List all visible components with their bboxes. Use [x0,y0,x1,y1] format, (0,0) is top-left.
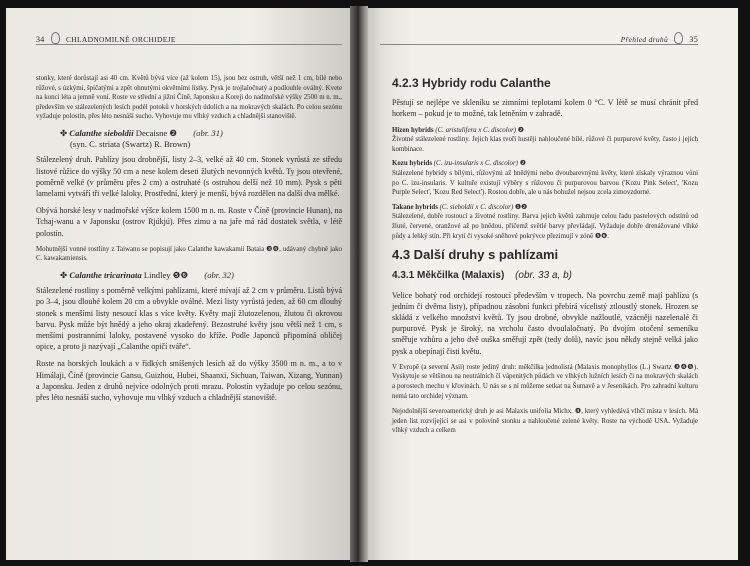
left-page [6,8,358,560]
section-heading: 4.3 Další druhy s pahlízami [392,247,559,263]
species-description: Stálezelený druh. Pahlízy jsou drobnější, listy 2–3, velké až 40 cm. Stonek vyrůstá ze středu listové růžice do výšky 50 cm a nese kolem deseti žlutých nevonných květů. Ty jsou otevřené, poměrně velké (v průměru přes 2 cm) a ostruhaté (s ostruhou delší než 10 mm). Pysk s pěti lamelami vytváří tři velké laloky. Prostřední, který je menší, bývá rozdělen na další dva mělké. [36,155,342,198]
species-habitat: Obývá horské lesy v nadmořské výšce kolem 1500 m n. m. Roste v Číně (provincie Hunan), na Tchaj-wanu a v Japonsku (ostrov Rjúkjú). Přes zimu a na jaře má rád dostatek světla, v létě polostín. [36,206,342,238]
hybrid-parents: (C. sieboldii x C. discolor) [439,203,514,211]
book-spine [350,6,368,562]
species-name: Calanthe tricarinata [69,269,142,280]
species-note: Mohutnější vonné rostliny z Taiwanu se popisují jako Calanthe kawakamii Bataia ❸❹, udávaný chybně jako C. kawakamiensis. [36,245,342,263]
hybrids-intro: Pěstují se nejlépe ve skleníku se zimními teplotami kolem 0 °C. V létě se musí chránit před horkem – pokud je to možné, tak letněním v zahradě. [392,98,698,119]
hybrid-entry [392,203,698,241]
species-author: Lindley [143,269,171,280]
figure-ref: (obr. 33 a, b) [515,270,572,282]
hybrid-text: Stálezelené, dobře rostoucí a životné rostliny. Barva jejich květů zahrnuje celou řadu pastelových odstínů od žluté, červené, oranžové až po hnědou, přičemž světlé barvy převládají. Vyžaduje dobře drenážované vlhké půdy a lehký stín. Při krytí či vysoké sněhové pokrývce přezimují v zóně ❺❻. [392,213,698,240]
species-description: Stálezelené rostliny s poměrně velkými pahlízami, které mívají až 2 cm v průměru. Listů bývá po 3–4, jsou dlouhé kolem 20 cm a obvykle oválné. Mezi listy vyrůstá jeden, až 60 cm dlouhý stonek s menšími listy nesoucí klas s více květy. Květy mají žlutozelenou, žlutou či okrovou barvu. Pysk může být hnědý a jeho okraj zkadeřený. Bezostruhé květy jsou větší než 1 cm, s menšími postranními laloky, postavené vysoko do kříže. Podle Japonců připomíná obličej opice, a proto ji nazývají „Calanthe opičí tváře“. [36,286,342,352]
species-author: Decaisne [135,127,168,138]
hybrid-entry [392,159,698,197]
hybrid-text: Stálezelené hybridy s bílými, růžovými až hnědými nebo dvoubarevnými květy, které získaly výraznou vůni po C. izu-insularis. V kultuře existují výběry s růžovou či purpurovou barvou ('Kozu Pink Select', 'Kozu Purple Select', 'Kozu Red Select'). Rostou dobře, ale u nás bohužel nejsou zcela zimovzdorné. [392,169,698,197]
orchid-icon [674,32,683,44]
species-habitat: Roste na horských loukách a v řídkých smíšených lesích až do výšky 3500 m n. m., a to v Himálaji, Číně (provincie Gansu, Guizhou, Hubei, Shaanxi, Sichuan, Taiwan, Xizang, Yunnan) a Japonsku. Jeden z druhů nejvíce odolných proti mrazu. Polostín vyžaduje po celou sezónu, přes léto nesnáší sucho, vyhovuje mu vlhký vzduch a chladnější stanoviště. [36,359,342,403]
zone-marker: ❷ [519,160,526,168]
right-page [360,8,738,560]
subsection-title: 4.3.1 Měkčilka (Malaxis) [392,270,505,282]
species-heading: ✤ Calanthe sieboldii Decaisne ❷ (obr. 31) (syn. C. striata (Swartz) R. Brown) [36,128,342,150]
left-running-header [36,32,344,44]
hybrid-entry [392,126,698,155]
malaxis-america: Nejodolnější severoamerický druh je asi Malaxis unifolia Michx. ❹, který vyhledává vlhčí místa v lesích. Má jeden list rozvíjející se asi v polovině stonku a nahloučené zelené květy. Roste na východě USA. Vyžaduje vlhký vzduch a celkem [392,408,698,435]
right-header-title: Přehled druhů [620,35,669,44]
right-running-header [380,32,698,44]
hybrid-parents: (C. izu-insularis x C. discolor) [433,160,518,168]
malaxis-description: Velice bohatý rod orchidejí rostoucí především v tropech. Na povrchu země mají pahlízu (s jedním či dvěma listy), případnou zásobní funkci přebírá vícelistý ztloustlý stonek. Hrozen se skládá z velkého množství květů. Ty jsou drobné, obvykle nažloutlé, vzácněji nazelenalé či purpurové. Pysk je široký, na vrcholu často dvoulaločnatý. Po dvojím otočení semeníku směřuje vzhůru a jeho dvě ouška směřují zpět (tedy dolů), navíc jsou někdy stejně velká jako pysk a obepínají čisti květu. [392,290,698,356]
hybrid-parents: (C. aristulifera x C. discolor) [435,126,517,134]
right-body [392,78,698,442]
hybrid-name: Takane hybrids [392,203,438,211]
zone-marker: ❺❻ [172,269,189,280]
left-page-number: 34 [36,35,45,44]
intro-paragraph: stonky, které dorůstají asi 40 cm. Květů bývá více (až kolem 15), jsou bez ostruh, větší než 1 cm, bílé nebo růžové, s úzkými, špičatými a zpět ohnutými okvětními lístky. Pysk je trojlaločnatý a podlouhle oválný. Kvete na konci léta a jemně voní. Roste ve střední a jižní Číně, Japonsku a Koreji do nadmořské výšky 2500 m n. m., především ve stálezelených lesích podél potoků v horských údolích a na mokravých skalách. Po celou sezónu vyžaduje polostín, přes léto nesnáší sucho. Vyhovuje mu vlhký vzduch a chladnější stanoviště. [36,75,342,121]
orchid-icon [51,32,60,44]
subsection-heading [392,270,698,281]
species-name: Calanthe sieboldii [69,127,134,138]
hybrid-text: Životné stálezelené rostliny. Jejich klas tvoří hustěji nahloučené bílé, růžové či purpurové květy, často i jejich kombinace. [392,136,698,153]
malaxis-europe: V Evropě (a severní Asii) roste jediný druh: měkčilka jednolistá (Malaxis monophyllos (L.) Swartz ❸❹❺). Vyskytuje se většinou na neutrálních či vápenitých půdách ve vlhkých lužních lesích či na mokravých skalách a porostech mechu v křovinách. U nás se s ní můžeme setkat na Šumavě a v Jeseníkách. Pro zahradní kulturu nemá tato orchidej význam. [392,363,698,400]
hybrid-name: Kozu hybrids [392,160,433,168]
zone-marker: ❶❷ [514,203,528,211]
right-header-rule [380,44,698,45]
left-body [36,74,342,409]
left-header-title: CHLADNOMILNÉ ORCHIDEJE [65,35,176,44]
species-synonym: (syn. C. striata (Swartz) R. Brown) [70,139,191,150]
figure-ref: (obr. 32) [204,269,234,280]
figure-ref: (obr. 31) [193,127,223,138]
zone-marker: ❷ [517,126,524,134]
left-header-rule [36,44,342,45]
section-heading: 4.2.3 Hybridy rodu Calanthe [392,76,551,90]
zone-marker: ❷ [169,127,178,138]
hybrid-name: Hizen hybrids [392,126,434,134]
right-page-number: 35 [689,35,698,44]
species-heading: ✤ Calanthe tricarinata Lindley ❺❻ (obr. 32) [60,269,234,280]
